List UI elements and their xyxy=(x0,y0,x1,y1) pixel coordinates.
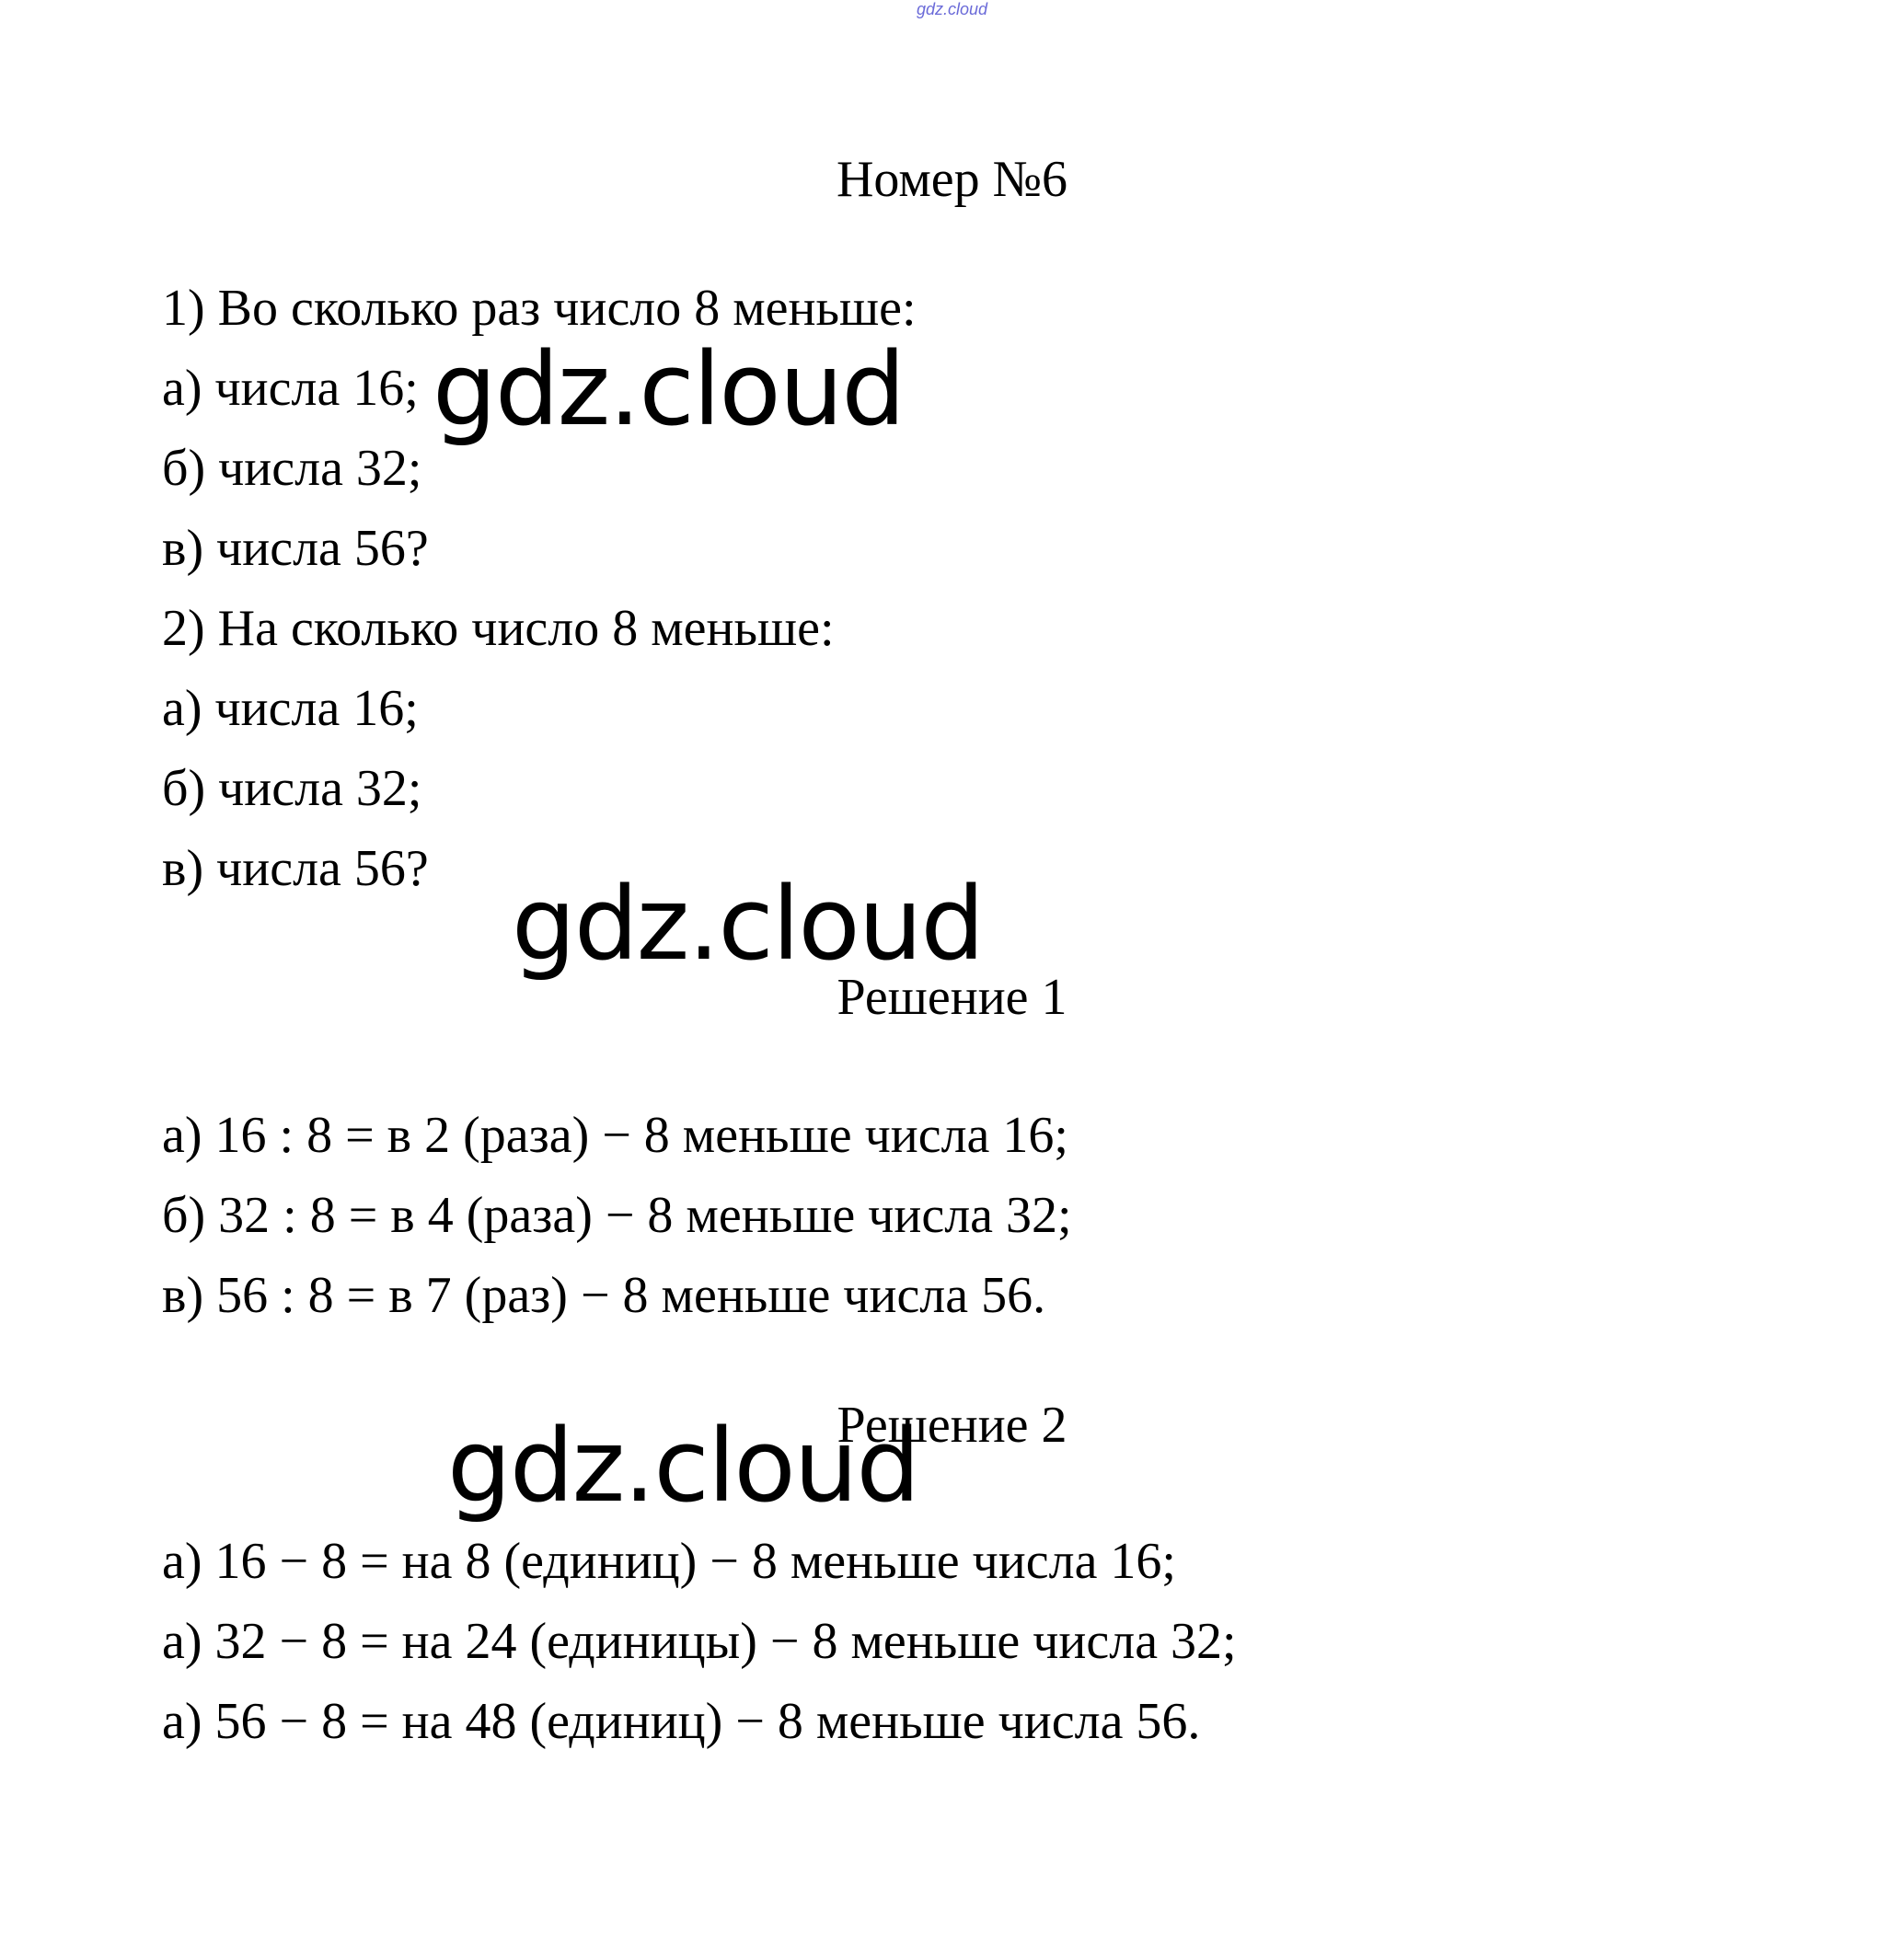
solution-2-line-b: а) 32 − 8 = на 24 (единицы) − 8 меньше числа 32; xyxy=(162,1613,1237,1670)
task-2-item-c: в) числа 56? xyxy=(162,840,429,897)
solution-1-line-a: а) 16 : 8 = в 2 (раза) − 8 меньше числа 16; xyxy=(162,1107,1068,1164)
solution-1-heading: Решение 1 xyxy=(837,969,1067,1026)
solution-2-heading: Решение 2 xyxy=(837,1397,1067,1454)
task-2-question: 2) На сколько число 8 меньше: xyxy=(162,600,835,657)
watermark-2: gdz.cloud xyxy=(512,865,984,983)
solution-2-line-c: а) 56 − 8 = на 48 (единиц) − 8 меньше числа 56. xyxy=(162,1693,1201,1750)
solution-1-line-c: в) 56 : 8 = в 7 (раз) − 8 меньше числа 56. xyxy=(162,1267,1046,1324)
task-2-item-a: а) числа 16; xyxy=(162,680,419,737)
task-1-item-a: а) числа 16; xyxy=(162,360,419,417)
solution-2-line-a: а) 16 − 8 = на 8 (единиц) − 8 меньше числа 16; xyxy=(162,1533,1176,1590)
task-2-item-b: б) числа 32; xyxy=(162,760,422,817)
solution-1-line-b: б) 32 : 8 = в 4 (раза) − 8 меньше числа 32; xyxy=(162,1187,1072,1244)
task-1-item-c: в) числа 56? xyxy=(162,520,429,577)
page-title: Номер №6 xyxy=(836,151,1068,208)
task-1-question: 1) Во сколько раз число 8 меньше: xyxy=(162,280,917,337)
watermark-3: gdz.cloud xyxy=(447,1407,919,1525)
top-watermark: gdz.cloud xyxy=(916,0,988,18)
task-1-item-b: б) числа 32; xyxy=(162,440,422,497)
watermark-1: gdz.cloud xyxy=(433,330,905,448)
